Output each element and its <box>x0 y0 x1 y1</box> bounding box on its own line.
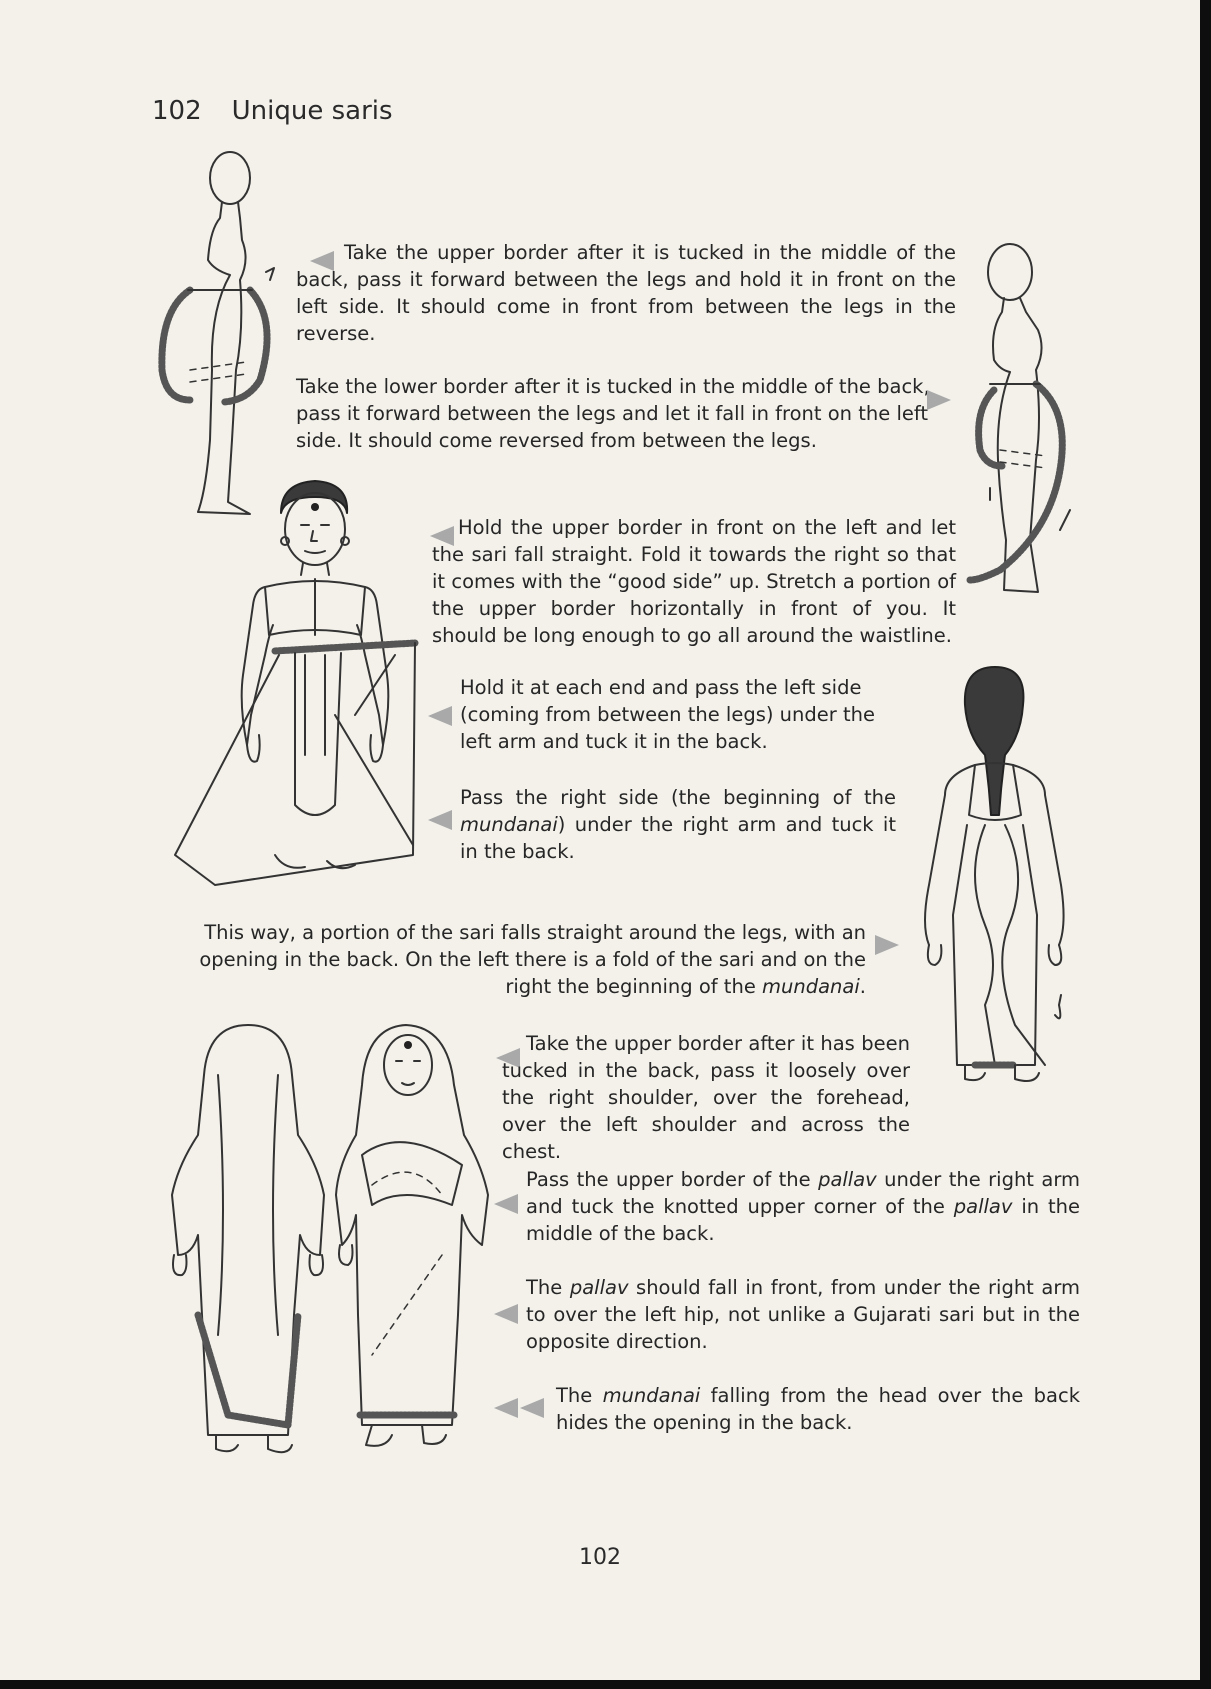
scan-edge-bottom <box>0 1680 1211 1689</box>
term-pallav: pallav <box>953 1195 1013 1218</box>
footer-page-number: 102 <box>579 1545 621 1570</box>
back-woman-veiled-icon <box>168 1015 328 1455</box>
side-figure-lower-border-icon <box>960 240 1100 610</box>
arrow-left-icon <box>494 1194 518 1214</box>
term-pallav: pallav <box>569 1276 629 1299</box>
step-10-text: The mundanai falling from the head over the back hides the opening in the back. <box>556 1384 1081 1434</box>
step-9-text: The pallav should fall in front, from under the right arm to over the left hip, not unlike a Gujarati sari but in the opposite direction. <box>526 1276 1080 1353</box>
arrow-right-icon <box>875 935 899 955</box>
side-figure-upper-border-icon <box>150 150 290 520</box>
front-woman-stretching-border-icon <box>155 475 435 895</box>
arrow-left-icon <box>494 1304 518 1324</box>
back-woman-braid-icon <box>905 665 1065 1105</box>
step-1-text: Take the upper border after it is tucked in the middle of the back, pass it forward between the legs and hold it in front on the left side. It should come in front from between the legs in the reverse. <box>296 241 956 345</box>
step-2-text: Take the lower border after it is tucked in the middle of the back, pass it forward between the legs and let it fall in front on the left side. It should come reversed from between the legs. <box>296 375 930 452</box>
step-7-text: Take the upper border after it has been tucked in the back, pass it loosely over the right shoulder, over the forehead, over the left shoulder and across the chest. <box>502 1032 910 1163</box>
front-woman-veiled-icon <box>332 1015 492 1455</box>
header-title: Unique saris <box>231 96 393 126</box>
step-8-text: Pass the upper border of the pallav under the right arm and tuck the knotted upper corner of the pallav in the middle of the back. <box>526 1168 1080 1245</box>
term-mundanai: mundanai <box>762 975 860 998</box>
double-arrow-left-icon <box>520 1398 544 1418</box>
step-6-text: This way, a portion of the sari falls straight around the legs, with an opening in the back. On the left there is a fold of the sari and on the right the beginning of the mundanai. <box>199 921 866 998</box>
page-header <box>152 96 393 126</box>
arrow-right-icon <box>927 390 951 410</box>
scan-edge-right <box>1200 0 1211 1689</box>
term-mundanai: mundanai <box>602 1384 701 1407</box>
step-3-text: Hold the upper border in front on the left and let the sari fall straight. Fold it towards the right so that it comes with the “good side” up. Stretch a portion of the upper border horizontally in front of you. It should be long enough to go all around the waistline. <box>432 516 956 647</box>
header-page-number: 102 <box>152 96 202 126</box>
double-arrow-left-icon <box>494 1398 518 1418</box>
step-5-text: Pass the right side (the beginning of the mundanai) under the right arm and tuck it in the back. <box>460 786 896 863</box>
term-mundanai: mundanai <box>460 813 558 836</box>
step-4-text: Hold it at each end and pass the left side (coming from between the legs) under the left arm and tuck it in the back. <box>460 676 875 753</box>
term-pallav: pallav <box>818 1168 877 1191</box>
